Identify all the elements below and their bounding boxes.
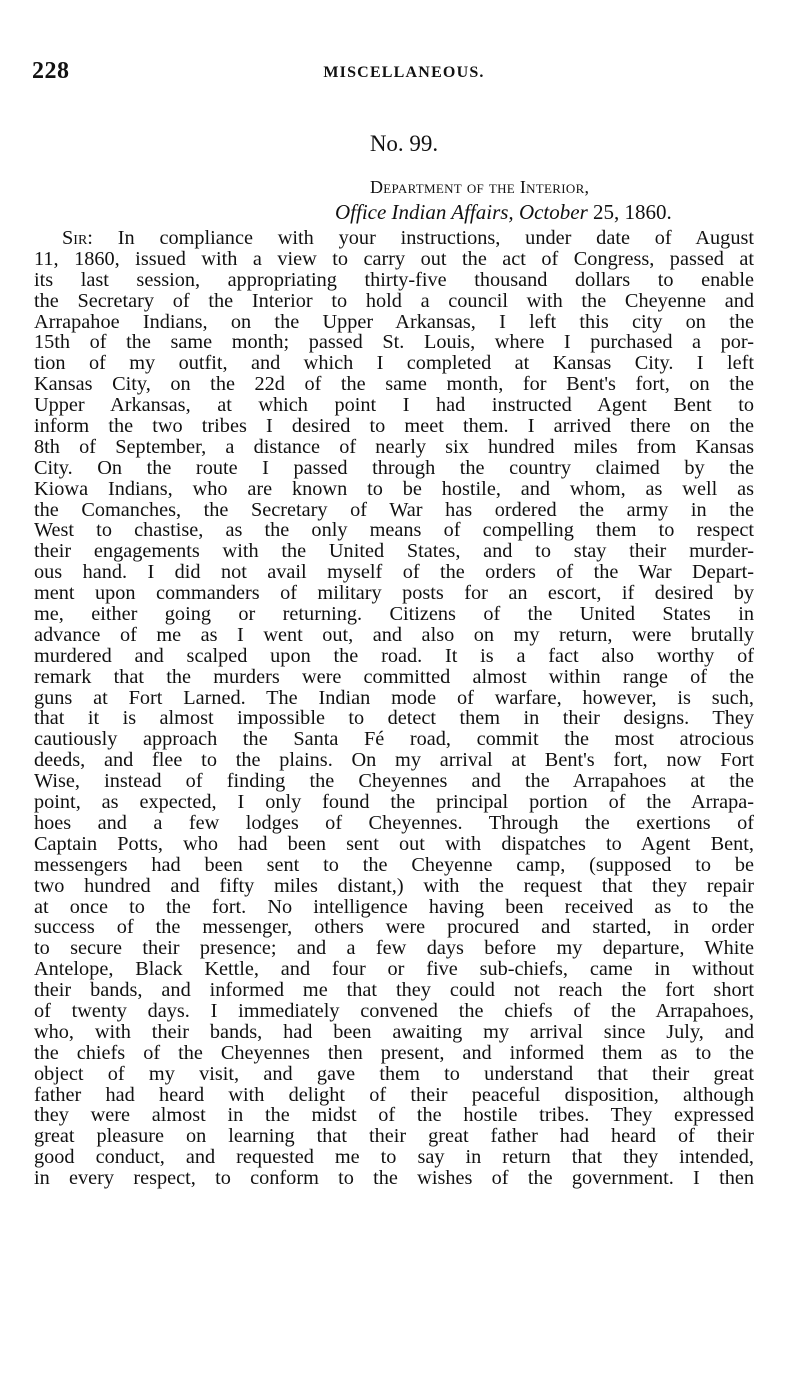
body-line: inform the two tribes I desired to meet them. I arrived there on the [34,415,754,438]
document-number: No. 99. [369,131,439,156]
body-line: deeds, and flee to the plains. On my arrival at Bent's fort, now Fort [34,749,754,772]
body-line: the Comanches, the Secretary of War has ordered the army in the [34,498,754,521]
salutation: Sir: [62,227,93,249]
body-line: of twenty days. I immediately convened the chiefs of the Arrapahoes, [34,999,754,1022]
body-line: Upper Arkansas, at which point I had instructed Agent Bent to [34,394,754,417]
body-line: cautiously approach the Santa Fé road, commit the most atrocious [34,728,754,751]
body-line: Arrapahoe Indians, on the Upper Arkansas, I left this city on the [34,310,754,333]
body-line: Wise, instead of finding the Cheyennes and the Arrapahoes at the [34,770,754,793]
body-line: Kiowa Indians, who are known to be hostile, and whom, as well as [34,477,754,500]
body-line: tion of my outfit, and which I completed at Kansas City. I left [34,352,754,375]
body-line: point, as expected, I only found the principal portion of the Arrapa- [34,791,754,814]
dateline [335,200,672,225]
body-line: they were almost in the midst of the hostile tribes. They expressed [34,1104,754,1127]
body-line: in every respect, to conform to the wishes of the government. I then [34,1167,754,1190]
body-line: good conduct, and requested me to say in return that they intended, [34,1146,754,1169]
body-line: the chiefs of the Cheyennes then present, and informed them as to the [34,1041,754,1064]
body-line: object of my visit, and gave them to understand that their great [34,1062,754,1085]
body-line: Kansas City, on the 22d of the same month, for Bent's fort, on the [34,373,754,396]
body-line: father had heard with delight of their peaceful disposition, although [34,1083,754,1106]
body-line: 11, 1860, issued with a view to carry out the act of Congress, passed at [34,247,754,270]
body-line: their engagements with the United States, and to stay their murder- [34,540,754,563]
letter-date-rest: 25, 1860. [587,200,672,224]
body-line: hoes and a few lodges of Cheyennes. Through the exertions of [34,811,754,834]
letter-body [34,228,754,1189]
body-line: murdered and scalped upon the road. It is a fact also worthy of [34,644,754,667]
body-line: two hundred and fifty miles distant,) with the request that they repair [34,874,754,897]
body-line: remark that the murders were committed almost within range of the [34,665,754,688]
body-line: messengers had been sent to the Cheyenne camp, (supposed to be [34,853,754,876]
office-name: Office Indian Affairs, [335,200,514,224]
body-line: Captain Potts, who had been sent out with dispatches to Agent Bent, [34,832,754,855]
body-line: at once to the fort. No intelligence having been received as to the [34,895,754,918]
body-line: its last session, appropriating thirty-five thousand dollars to enable [34,268,754,291]
body-line: 8th of September, a distance of nearly six hundred miles from Kansas [34,435,754,458]
body-line: me, either going or returning. Citizens of the United States in [34,603,754,626]
body-line: Antelope, Black Kettle, and four or five sub-chiefs, came in without [34,958,754,981]
body-line: success of the messenger, others were procured and started, in order [34,916,754,939]
body-line: who, with their bands, had been awaiting my arrival since July, and [34,1020,754,1043]
body-line: the Secretary of the Interior to hold a council with the Cheyenne and [34,289,754,312]
body-line: to secure their presence; and a few days before my departure, White [34,937,754,960]
body-line: ment upon commanders of military posts for an escort, if desired by [34,582,754,605]
body-line: Sir: In compliance with your instructions, under date of August [62,227,754,249]
body-line: their bands, and informed me that they could not reach the fort short [34,979,754,1002]
body-line: guns at Fort Larned. The Indian mode of warfare, however, is such, [34,686,754,709]
body-line: West to chastise, as the only means of compelling them to respect [34,519,754,542]
page-number: 228 [32,58,70,84]
body-line: great pleasure on learning that their great father had heard of their [34,1125,754,1148]
letter-date-month: October [518,200,588,224]
body-line: advance of me as I went out, and also on my return, were brutally [34,623,754,646]
body-line: 15th of the same month; passed St. Louis, where I purchased a por- [34,331,754,354]
body-line: that it is almost impossible to detect them in their designs. They [34,707,754,730]
body-line: City. On the route I passed through the country claimed by the [34,456,754,479]
running-head: MISCELLANEOUS. [323,64,485,81]
body-line: ous hand. I did not avail myself of the orders of the War Depart- [34,561,754,584]
department-heading: Department of the Interior, [370,177,590,197]
